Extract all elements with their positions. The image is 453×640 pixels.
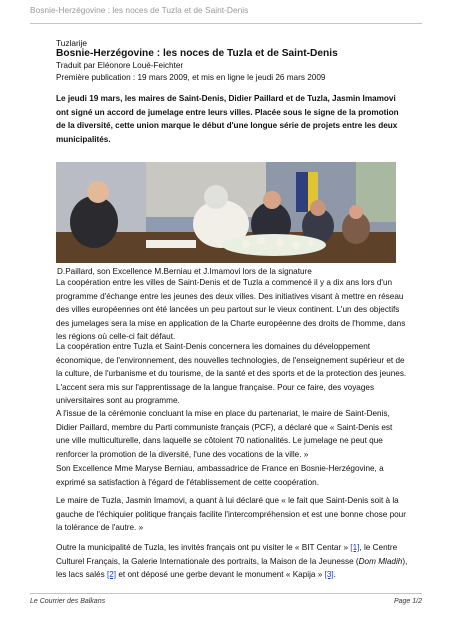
footer-divider bbox=[30, 593, 422, 594]
article-paragraph: Le maire de Tuzla, Jasmin Imamovi, a quant à lui déclaré que « le fait que Saint-Denis soit à la gauche de l'échiquier politique français facilite l'intercompréhension et est une bonne chose pour la tolérance de l'autre. » bbox=[56, 496, 406, 533]
article-paragraph: La coopération entre les villes de Saint-Denis et de Tuzla a commencé il y a dix ans lors d'un programme d'échange entre les jeunes des deux villes. Des initiatives visant à mettre en réseau des villes européennes ont été lancées un peu partout sur le vieux continent. L'un des objectifs des jumelages sera la mise en application de la Charte européenne des droits de l'homme, dans les régions où celle-ci fait défaut. bbox=[56, 278, 406, 342]
footer-page-number: Page 1/2 bbox=[393, 598, 422, 605]
footnote-link-3[interactable]: [3] bbox=[324, 570, 334, 580]
article-section: Tuzlarije bbox=[56, 38, 88, 48]
article-paragraph: La coopération entre Tuzla et Saint-Denis concernera les domaines du développement économique, de l'environnement, des nouvelles technologies, de l'enseignement supérieur et de la culture, de l'urbanisme et du tourisme, de la santé et des sports et de la protection des jeunes. L'accent sera mis sur l'apprentissage de la langue française. Pour ce faire, des voyages universitaires sont au programme. bbox=[56, 342, 407, 406]
page-header-title: Bosnie-Herzégovine : les noces de Tuzla et de Saint-Denis bbox=[30, 5, 249, 15]
article-title: Bosnie-Herzégovine : les noces de Tuzla et de Saint-Denis bbox=[56, 48, 338, 59]
article-paragraph: A l'issue de la cérémonie concluant la mise en place du partenariat, le maire de Saint-Denis, Didier Paillard, membre du Parti communiste français (PCF), a déclaré que « Saint-Denis est une ville multiculturelle, dans laquelle se côtoient 70 nationalités. Le jumelage ne peut que renforcer la promotion de la diversité, l'une des vocations de la ville. » bbox=[56, 409, 393, 459]
article-paragraph: Outre la municipalité de Tuzla, les invités français ont pu visiter le « BIT Centar » [1], le Centre Culturel Français, la Galerie Internationale des portraits, la Maison de la Jeunesse (Dom Mladih), les lacs salés [2] et ont déposé une gerbe devant le monument « Kapija » [3]. bbox=[56, 543, 408, 580]
article-paragraph: Son Excellence Mme Maryse Berniau, ambassadrice de France en Bosnie-Herzégovine, a exprimé sa satisfaction à l'égard de l'établissement de cette coopération. bbox=[56, 464, 384, 487]
photo-caption: D.Paillard, son Excellence M.Berniau et J.Imamovi lors de la signature bbox=[57, 267, 312, 276]
header-divider bbox=[30, 23, 422, 24]
footnote-link-2[interactable]: [2] bbox=[106, 570, 117, 580]
article-translator: Traduit par Eléonore Loué-Feichter bbox=[56, 61, 184, 70]
signing-ceremony-photo bbox=[56, 162, 396, 263]
article-lead: Le jeudi 19 mars, les maires de Saint-Denis, Didier Paillard et de Tuzla, Jasmin Imamovi ont signé un accord de jumelage entre leurs villes. Placée sous le signe de la promotion de la diversité, cette union marque le début d'une longue série de projets entre les deux municipalités. bbox=[56, 94, 399, 144]
footnote-link-1[interactable]: [1] bbox=[350, 543, 360, 552]
article-publication-date: Première publication : 19 mars 2009, et mis en ligne le jeudi 26 mars 2009 bbox=[56, 73, 326, 82]
footer-publication-name: Le Courrier des Balkans bbox=[30, 598, 106, 605]
